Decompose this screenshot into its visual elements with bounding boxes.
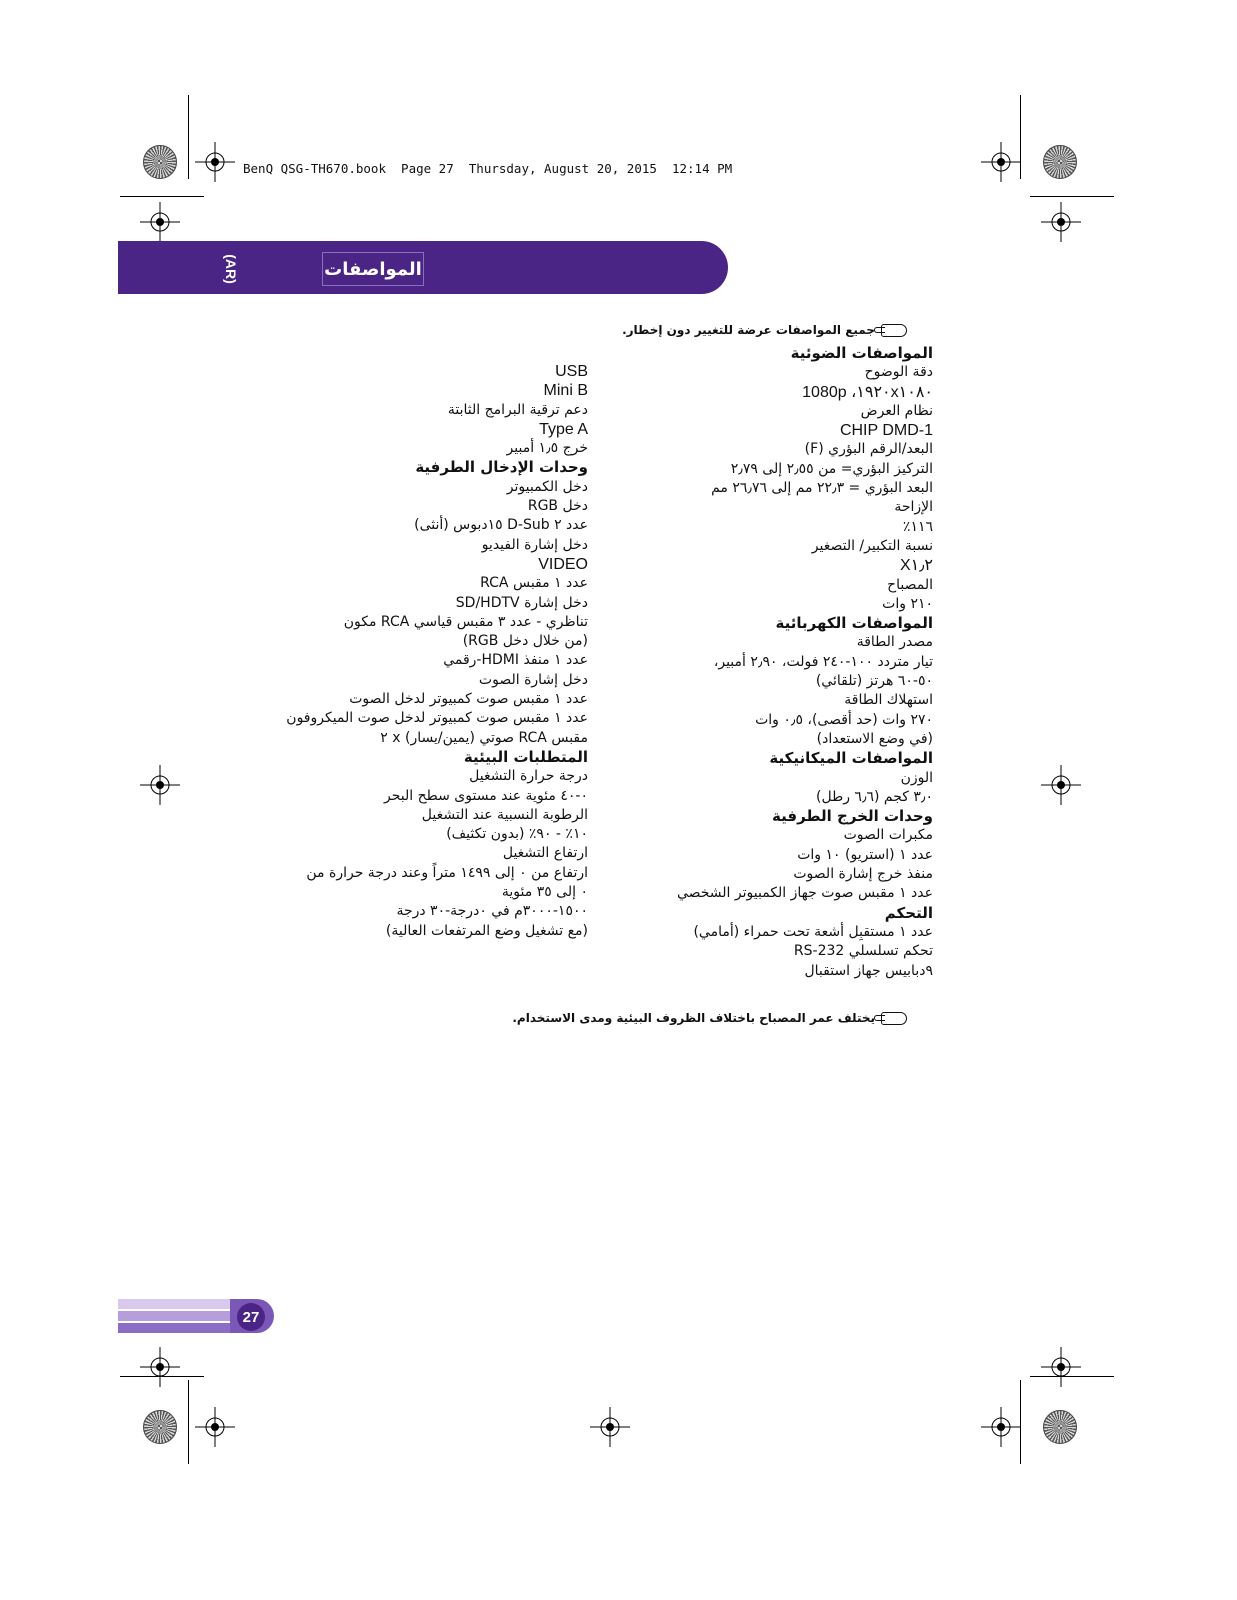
- page-title: المواصفات: [322, 252, 424, 286]
- spec-line: تناظري - عدد ٣ مقبس قياسي RCA مكون: [343, 613, 588, 630]
- spec-line: (مع تشغيل وضع المرتفعات العالية): [385, 922, 588, 939]
- spec-line: عدد ١ منفذ HDMI-رقمي: [443, 652, 588, 669]
- registration-mark-icon: [195, 142, 235, 182]
- spec-column-left: [286, 362, 588, 941]
- spec-line: البعد البؤري = ٢٢٫٣ مم إلى ٢٦٫٧٦ مم: [711, 480, 933, 497]
- registration-mark-icon: [981, 1407, 1021, 1447]
- spec-line: عدد ١ مقبس صوت كمبيوتر لدخل الصوت: [349, 691, 588, 708]
- spec-line: X١٫٢: [899, 557, 933, 575]
- section-heading: وحدات الإدخال الطرفية: [415, 458, 588, 477]
- spec-line: Type A: [539, 420, 588, 438]
- crop-line: [188, 1380, 189, 1464]
- spec-line: 1-CHIP DMD: [839, 422, 933, 440]
- spec-line: ٠ إلى ٣٥ مئوية: [501, 884, 588, 901]
- spec-line: ١١٦٪: [902, 518, 933, 535]
- note-text: جميع المواصفات عرضة للتغيير دون إخطار.: [622, 323, 875, 337]
- spec-line: ارتفاع التشغيل: [502, 845, 588, 862]
- spec-line: نسبة التكبير/ التصغير: [811, 537, 933, 554]
- pointing-hand-icon: [881, 324, 907, 337]
- spec-line: دخل إشارة SD/HDTV: [455, 594, 588, 611]
- registration-mark-icon: [1041, 765, 1081, 805]
- spec-line: Mini B: [543, 382, 588, 400]
- spec-line: عدد ١ مستقبِل أشعة تحت حمراء (أمامي): [693, 923, 933, 940]
- spec-line: (من خلال دخل RGB): [462, 633, 588, 650]
- spec-line: ١٠٪ - ٩٠٪ (بدون تكثيف): [446, 826, 588, 843]
- spec-line: عدد ١ مقبس صوت جهاز الكمبيوتر الشخصي: [676, 885, 933, 902]
- spec-line: الوزن: [900, 769, 933, 786]
- pointing-hand-icon: [881, 1012, 907, 1025]
- spec-line: دقة الوضوح: [864, 364, 933, 381]
- spec-line: المصباح: [887, 576, 933, 593]
- crop-line: [188, 95, 189, 179]
- section-heading: المواصفات الميكانيكية: [769, 749, 933, 768]
- section-heading: التحكم: [884, 903, 933, 922]
- spec-line: ١٥٠٠-٣٠٠٠م في ٠درجة-٣٠ درجة: [396, 903, 588, 920]
- spec-line: مصدر الطاقة: [856, 634, 933, 651]
- section-heading: وحدات الخرج الطرفية: [772, 807, 933, 826]
- spec-line: التركيز البؤري= من ٢٫٥٥ إلى ٢٫٧٩: [730, 460, 933, 477]
- spec-line: مكبرات الصوت: [843, 827, 933, 844]
- note-bottom: [512, 1011, 907, 1025]
- spec-line: منفذ خرج إشارة الصوت: [793, 866, 933, 883]
- registration-mark-icon: [140, 202, 180, 242]
- registration-mark-icon: [981, 142, 1021, 182]
- spec-line: دخل الكمبيوتر: [506, 478, 588, 495]
- spec-line: ٥٠-٦٠ هرتز (تلقائي): [815, 673, 933, 690]
- spec-line: عدد ١ مقبس RCA: [480, 575, 588, 592]
- spec-line: خرج ١٫٥ أمبير: [506, 440, 588, 457]
- color-target-icon: [143, 145, 177, 179]
- spec-line: دخل إشارة الفيديو: [481, 536, 588, 553]
- spec-line: عدد ١ مقبس صوت كمبيوتر لدخل صوت الميكروفون: [286, 710, 588, 727]
- spec-line: ٢١٠ وات: [882, 595, 933, 612]
- note-text: يختلف عمر المصباح باختلاف الظروف البيئية ومدى الاستخدام.: [512, 1011, 875, 1025]
- section-heading: المواصفات الضوئية: [790, 344, 933, 362]
- spec-line: (في وضع الاستعداد): [816, 730, 933, 747]
- spec-line: USB: [555, 363, 588, 380]
- registration-mark-icon: [590, 1407, 630, 1447]
- spec-line: ٠-٤٠ مئوية عند مستوى سطح البحر: [384, 787, 588, 804]
- registration-mark-icon: [1041, 1347, 1081, 1387]
- section-heading: المواصفات الكهربائية: [775, 614, 933, 633]
- color-target-icon: [143, 1410, 177, 1444]
- spec-line: الإزاحة: [894, 499, 933, 516]
- spec-line: دعم ترقية البرامج الثابتة: [447, 401, 588, 418]
- spec-line: درجة حرارة التشغيل: [469, 768, 588, 785]
- spec-line: نظام العرض: [860, 402, 933, 419]
- color-target-icon: [1043, 145, 1077, 179]
- spec-line: استهلاك الطاقة: [844, 692, 933, 709]
- color-target-icon: [1043, 1410, 1077, 1444]
- spec-line: ٩دبابيس جهاز استقبال: [804, 962, 933, 979]
- crop-line: [120, 196, 204, 197]
- spec-line: دخل RGB: [527, 498, 588, 515]
- spec-line: ٢٧٠ وات (حد أقصى)، ٠٫٥ وات: [755, 711, 933, 728]
- registration-mark-icon: [140, 1347, 180, 1387]
- spec-line: VIDEO: [538, 555, 588, 573]
- page-number: 27: [237, 1303, 265, 1331]
- spec-line: عدد ٢ D-Sub ١٥دبوس (أنثى): [414, 517, 588, 534]
- spec-line: البعد/الرقم البؤري (F): [804, 441, 933, 458]
- spec-line: عدد ١ (استريو) ١٠ وات: [797, 846, 933, 863]
- spec-line: تيار متردد ١٠٠-٢٤٠ فولت، ٢٫٩٠ أمبير،: [713, 653, 933, 670]
- section-heading: المتطلبات البيئية: [463, 747, 588, 766]
- spec-line: ١٩٢٠x١٠٨٠، 1080p: [802, 383, 933, 401]
- spec-line: مقبس RCA صوتي (يمين/يسار) x ٢: [380, 729, 588, 746]
- book-meta-line: BenQ QSG-TH670.book Page 27 Thursday, August 20, 2015 12:14 PM: [243, 161, 733, 176]
- note-top: [622, 323, 907, 337]
- registration-mark-icon: [195, 1407, 235, 1447]
- spec-line: الرطوبة النسبية عند التشغيل: [421, 806, 588, 823]
- spec-line: ٣٫٠ كجم (٦٫٦ رطل): [816, 788, 933, 805]
- spec-column-right: [677, 344, 933, 981]
- spec-line: دخل إشارة الصوت: [478, 671, 588, 688]
- spec-line: ارتفاع من ٠ إلى ١٤٩٩ متراً وعند درجة حرارة من: [306, 864, 588, 881]
- spec-line: تحكم تسلسلي RS-232: [793, 943, 933, 960]
- crop-line: [1030, 196, 1114, 197]
- registration-mark-icon: [1041, 202, 1081, 242]
- registration-mark-icon: [140, 765, 180, 805]
- language-tag: (AR): [223, 254, 239, 284]
